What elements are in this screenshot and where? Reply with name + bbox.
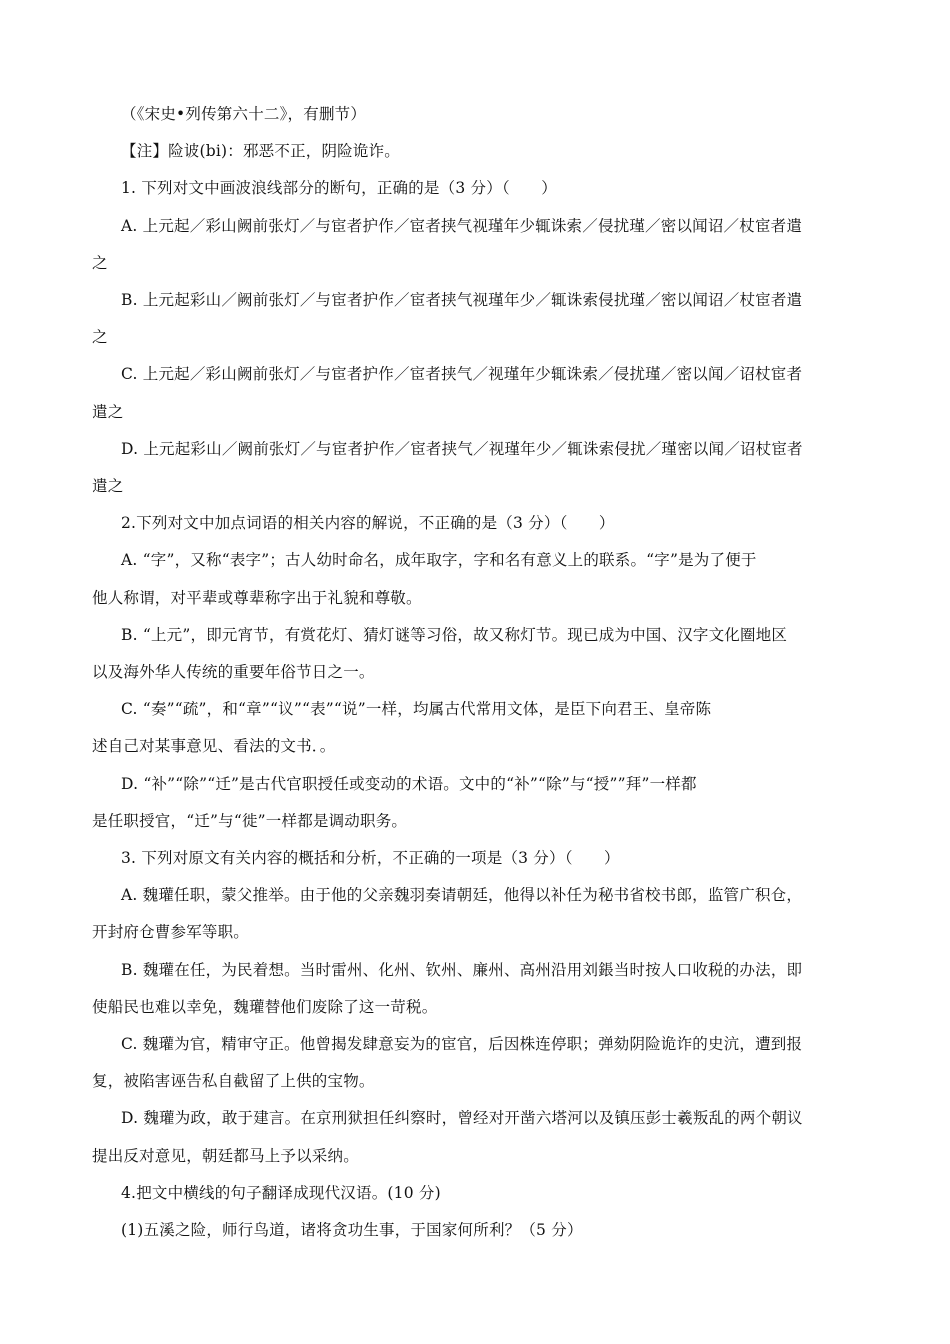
question-1-option-a-cont: 之 (92, 253, 108, 272)
question-3-option-c: C. 魏瓘为官，精审守正。他曾揭发肆意妄为的宦官，后因株连停职；弹劾阴险诡诈的史沆，遭到报 (121, 1035, 803, 1054)
question-1-stem: 1. 下列对文中画波浪线部分的断句，正确的是（3 分）（ ） (121, 179, 557, 198)
question-1 (92, 170, 860, 505)
source-citation: （《宋史•列传第六十二》，有删节） (121, 105, 367, 123)
question-3-option-d-cont: 提出反对意见，朝廷都马上予以采纳。 (92, 1146, 359, 1165)
question-2-option-d: D. “补”“除”“迁”是古代官职授任或变动的术语。文中的“补”“除”与“授””拜”一样都 (121, 774, 697, 793)
question-1-option-c-cont: 遣之 (92, 402, 124, 421)
question-2-option-b-cont: 以及海外华人传统的重要年俗节日之一。 (92, 663, 375, 682)
question-1-option-a: A. 上元起／彩山阙前张灯／与宦者护作／宦者挟气视瑾年少辄诛索／侵扰瑾／密以闻诏／杖宦者遣 (121, 216, 803, 235)
question-4-sub-1: (1)五溪之险，师行鸟道，诸将贪功生事，于国家何所利？（5 分） (121, 1221, 583, 1240)
question-3-option-d: D. 魏瓘为政，敢于建言。在京刑狱担任纠察时，曾经对开凿六塔河以及镇压彭士羲叛乱的两个朝议 (121, 1109, 803, 1128)
question-1-option-c: C. 上元起／彩山阙前张灯／与宦者护作／宦者挟气／视瑾年少辄诛索／侵扰瑾／密以闻／诏杖宦者 (121, 365, 803, 384)
question-3 (92, 840, 860, 1175)
document-page (92, 96, 860, 1249)
question-3-stem: 3. 下列对原文有关内容的概括和分析，不正确的一项是（3 分）（ ） (121, 849, 620, 868)
annotation-note: 【注】险诐(bi)：邪恶不正，阴险诡诈。 (121, 142, 400, 161)
question-1-option-d: D. 上元起彩山／阙前张灯／与宦者护作／宦者挟气／视瑾年少／辄诛索侵扰／瑾密以闻／诏杖宦者 (121, 439, 803, 458)
question-1-option-b: B. 上元起彩山／阙前张灯／与宦者护作／宦者挟气视瑾年少／辄诛索侵扰瑾／密以闻诏／杖宦者遣 (121, 291, 803, 310)
question-2-option-c: C. “奏”“疏”，和“章”“议”“表”“说”一样，均属古代常用文体，是臣下向君王、皇帝陈 (121, 700, 712, 719)
question-3-option-a: A. 魏瓘任职，蒙父推举。由于他的父亲魏羽奏请朝廷，他得以补任为秘书省校书郎，监管广积仓， (121, 886, 803, 905)
question-3-option-a-cont: 开封府仓曹参军等职。 (92, 923, 250, 942)
question-3-option-b-cont: 使船民也难以幸免，魏瓘替他们废除了这一苛税。 (92, 997, 438, 1016)
question-2-option-c-cont: 述自己对某事意见、看法的文书．。 (92, 737, 336, 756)
question-2-option-b: B. “上元”，即元宵节，有赏花灯、猜灯谜等习俗，故又称灯节。现已成为中国、汉字文化圈地区 (121, 625, 788, 644)
question-4-stem: 4.把文中横线的句子翻译成现代汉语。(10 分) (121, 1183, 441, 1202)
question-2-option-a: A. “字”，又称“表字”；古人幼时命名，成年取字，字和名有意义上的联系。“字”是为了便于 (121, 551, 757, 570)
question-3-option-c-cont: 复，被陷害诬告私自截留了上供的宝物。 (92, 1072, 375, 1091)
question-2-option-d-cont: 是任职授官，“迁”与“徙”一样都是调动职务。 (92, 811, 408, 830)
question-1-option-d-cont: 遣之 (92, 477, 124, 496)
question-4 (92, 1175, 860, 1249)
question-2-stem: 2.下列对文中加点词语的相关内容的解说，不正确的是（3 分）（ ） (121, 514, 615, 533)
question-2 (92, 505, 860, 840)
question-1-option-b-cont: 之 (92, 328, 108, 347)
question-2-option-a-cont: 他人称谓，对平辈或尊辈称字出于礼貌和尊敬。 (92, 588, 422, 607)
question-3-option-b: B. 魏瓘在任，为民着想。当时雷州、化州、钦州、廉州、高州沿用刘鋹当时按人口收税的办法，即 (121, 960, 803, 979)
